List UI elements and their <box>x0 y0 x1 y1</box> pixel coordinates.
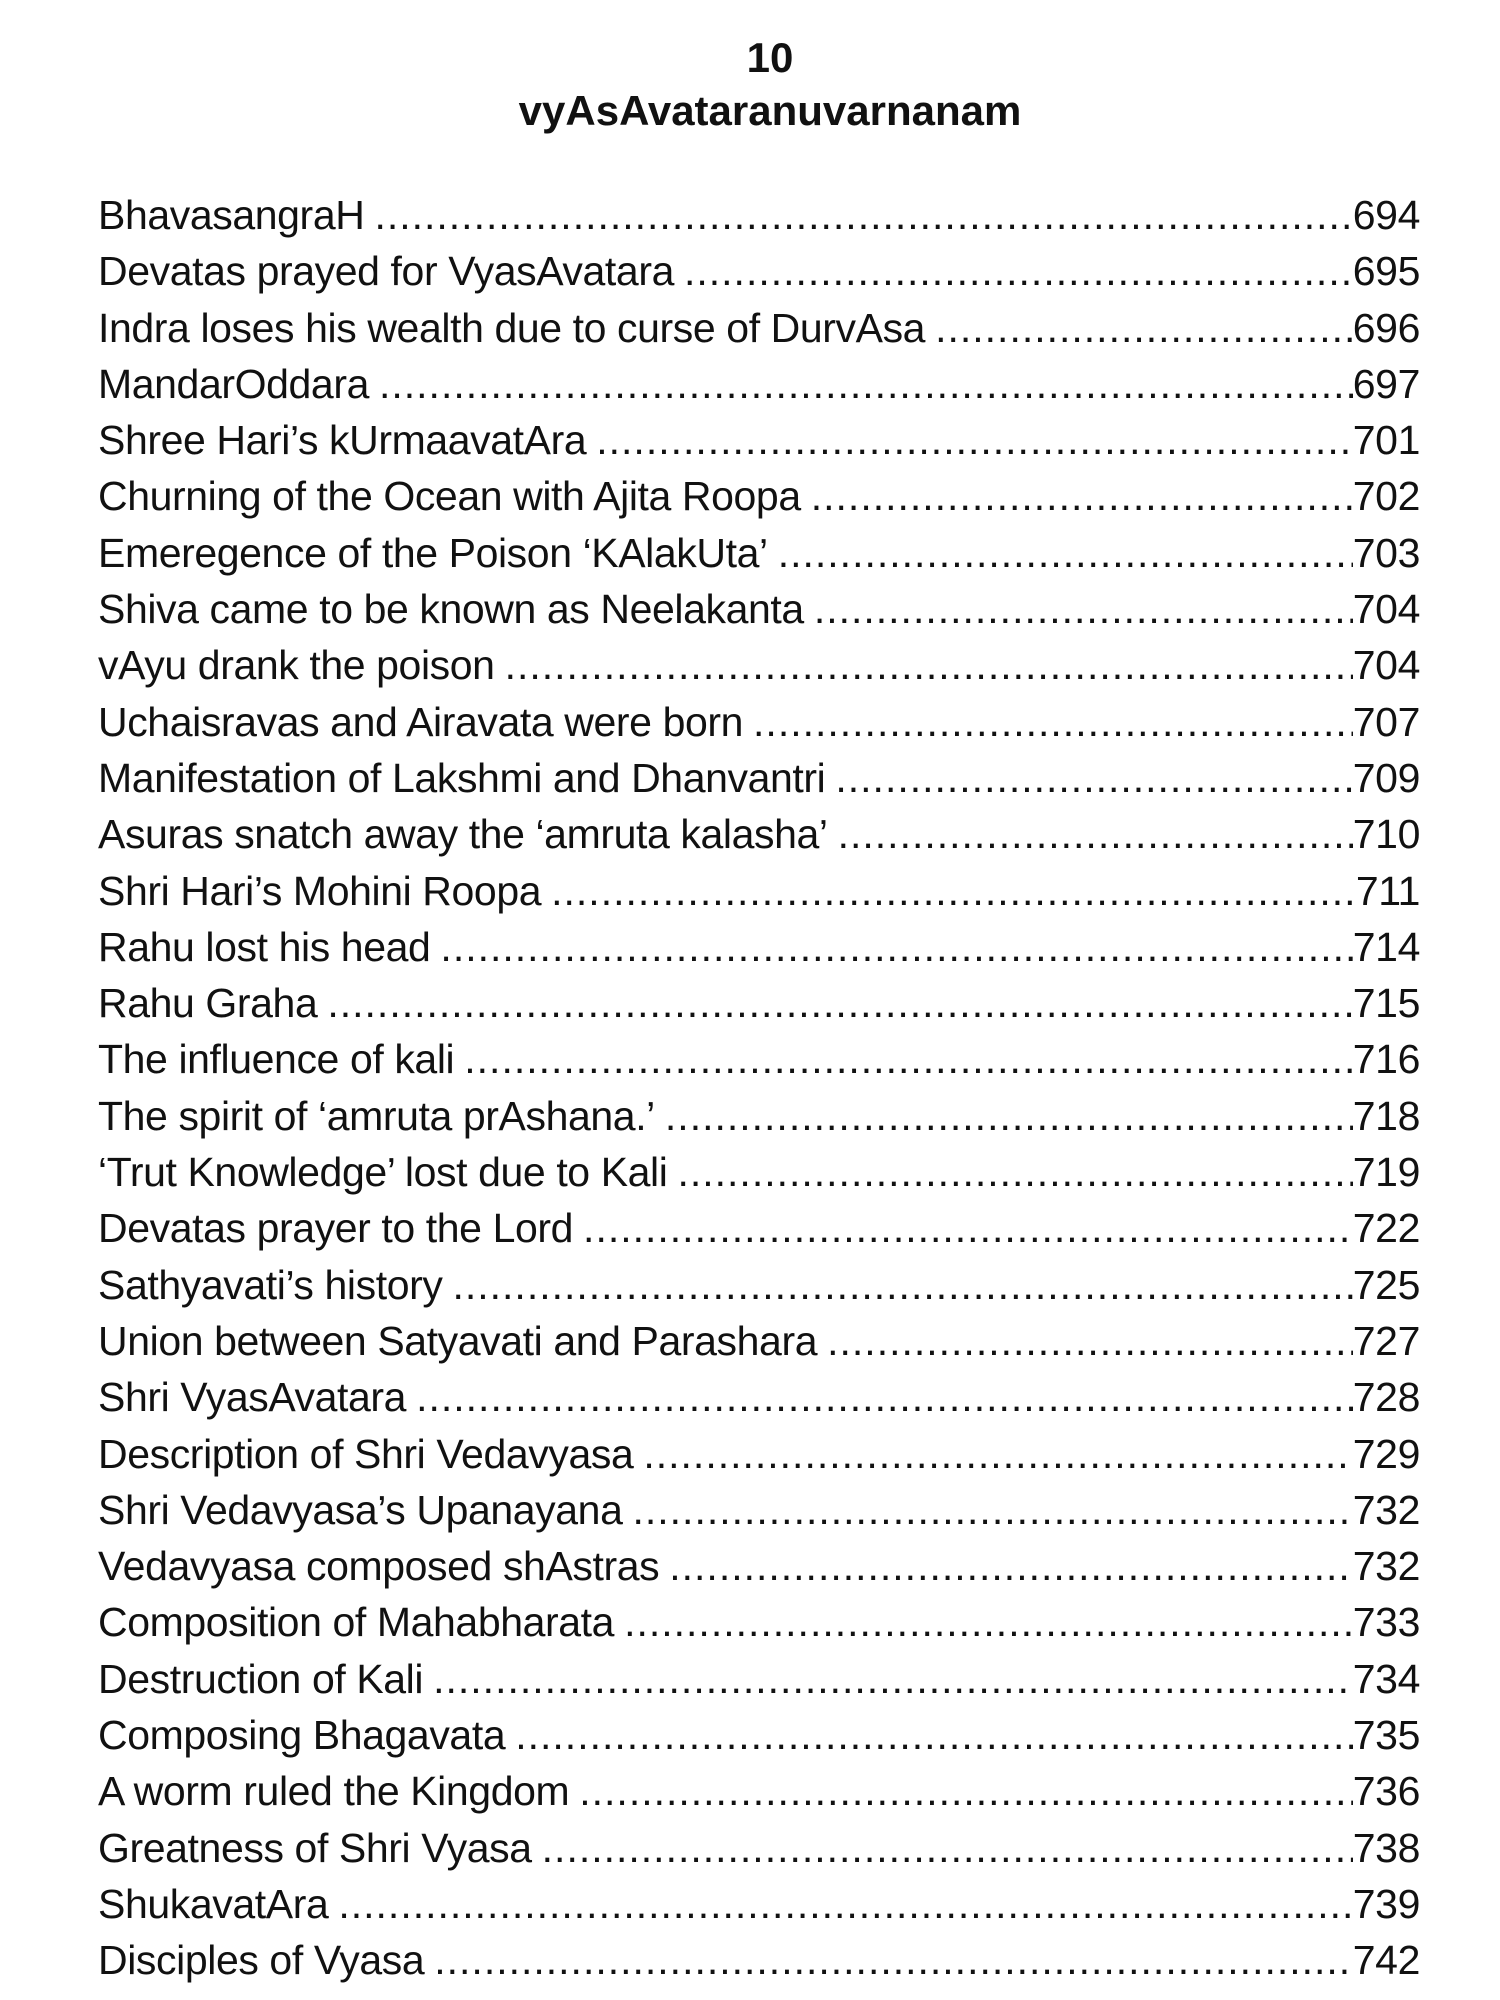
toc-entry <box>98 863 1420 919</box>
toc-entry-page: 695 <box>1352 248 1420 295</box>
toc-entry <box>98 356 1420 412</box>
toc-entry-page: 714 <box>1352 923 1420 970</box>
toc-dot-leader <box>374 187 1352 243</box>
toc-entry-title: A worm ruled the Kingdom <box>98 1768 570 1815</box>
toc-dot-leader <box>551 863 1356 919</box>
chapter-title: vyAsAvataranuvarnanam <box>518 87 1022 134</box>
toc-dot-leader <box>669 1538 1353 1594</box>
toc-entry-title: Asuras snatch away the ‘amruta kalasha’ <box>98 811 828 858</box>
toc-entry <box>98 750 1420 806</box>
toc-entry <box>98 1538 1420 1594</box>
toc-entry-title: Disciples of Vyasa <box>98 1937 425 1984</box>
toc-entry-title: The spirit of ‘amruta prAshana.’ <box>98 1092 655 1139</box>
toc-entry <box>98 1651 1420 1707</box>
toc-entry <box>98 694 1420 750</box>
toc-dot-leader <box>814 581 1353 637</box>
toc-dot-leader <box>440 919 1352 975</box>
toc-dot-leader <box>327 975 1352 1031</box>
toc-entry-page: 697 <box>1352 360 1420 407</box>
toc-entry-title: Rahu lost his head <box>98 923 431 970</box>
toc-entry <box>98 1820 1420 1876</box>
toc-entry <box>98 581 1420 637</box>
toc-entry-page: 715 <box>1352 980 1420 1027</box>
toc-dot-leader <box>827 1313 1353 1369</box>
table-of-contents <box>98 187 1420 1989</box>
toc-entry-page: 734 <box>1352 1655 1420 1702</box>
toc-entry <box>98 187 1420 243</box>
toc-entry-title: ‘Trut Knowledge’ lost due to Kali <box>98 1149 668 1196</box>
toc-entry-title: Emeregence of the Poison ‘KAlakUta’ <box>98 529 768 576</box>
toc-dot-leader <box>416 1369 1353 1425</box>
toc-entry <box>98 1257 1420 1313</box>
toc-entry-page: 707 <box>1352 698 1420 745</box>
toc-entry-page: 703 <box>1352 529 1420 576</box>
toc-dot-leader <box>452 1257 1352 1313</box>
toc-entry-page: 732 <box>1352 1543 1420 1590</box>
toc-entry-page: 702 <box>1352 473 1420 520</box>
toc-entry-title: Uchaisravas and Airavata were born <box>98 698 744 745</box>
toc-entry-title: Manifestation of Lakshmi and Dhanvantri <box>98 754 826 801</box>
toc-entry-page: 718 <box>1352 1092 1420 1139</box>
toc-entry-page: 711 <box>1355 867 1420 914</box>
toc-entry <box>98 1707 1420 1763</box>
toc-entry <box>98 1594 1420 1650</box>
toc-entry-title: Description of Shri Vedavyasa <box>98 1430 634 1477</box>
toc-entry-title: Shri Hari’s Mohini Roopa <box>98 867 542 914</box>
toc-dot-leader <box>583 1200 1353 1256</box>
toc-dot-leader <box>624 1594 1353 1650</box>
toc-entry <box>98 637 1420 693</box>
toc-dot-leader <box>338 1876 1352 1932</box>
toc-entry <box>98 300 1420 356</box>
toc-dot-leader <box>434 1932 1353 1988</box>
toc-entry-title: Devatas prayed for VyasAvatara <box>98 248 674 295</box>
toc-entry-page: 727 <box>1352 1317 1420 1364</box>
toc-entry-page: 738 <box>1352 1824 1420 1871</box>
toc-entry-title: Sathyavati’s history <box>98 1261 443 1308</box>
toc-entry-title: ShukavatAra <box>98 1880 329 1927</box>
toc-entry-title: Devatas prayer to the Lord <box>98 1205 574 1252</box>
toc-entry <box>98 1763 1420 1819</box>
chapter-number: 10 <box>746 34 794 81</box>
toc-entry-page: 694 <box>1352 192 1420 238</box>
toc-dot-leader <box>753 694 1353 750</box>
toc-entry-page: 732 <box>1352 1486 1420 1533</box>
toc-entry-title: Churning of the Ocean with Ajita Roopa <box>98 473 801 520</box>
toc-dot-leader <box>515 1707 1353 1763</box>
toc-entry-page: 704 <box>1352 642 1420 689</box>
toc-entry <box>98 1876 1420 1932</box>
toc-entry-title: Composing Bhagavata <box>98 1712 506 1759</box>
toc-entry <box>98 1088 1420 1144</box>
toc-entry-title: BhavasangraH <box>98 192 365 238</box>
toc-entry-page: 716 <box>1352 1036 1420 1083</box>
toc-dot-leader <box>838 806 1353 862</box>
toc-entry-page: 729 <box>1352 1430 1420 1477</box>
toc-entry <box>98 919 1420 975</box>
toc-entry-title: MandarOddara <box>98 360 369 407</box>
toc-entry-page: 733 <box>1352 1599 1420 1646</box>
toc-entry-page: 722 <box>1352 1205 1420 1252</box>
toc-entry-page: 704 <box>1352 586 1420 633</box>
toc-dot-leader <box>935 300 1353 356</box>
toc-entry <box>98 1932 1420 1988</box>
toc-dot-leader <box>632 1482 1352 1538</box>
toc-entry <box>98 468 1420 524</box>
toc-dot-leader <box>542 1820 1353 1876</box>
toc-dot-leader <box>379 356 1353 412</box>
toc-entry-page: 725 <box>1352 1261 1420 1308</box>
toc-dot-leader <box>643 1426 1352 1482</box>
toc-entry <box>98 1031 1420 1087</box>
toc-dot-leader <box>665 1088 1353 1144</box>
toc-entry-title: The influence of kali <box>98 1036 455 1083</box>
toc-entry-title: Shiva came to be known as Neelakanta <box>98 586 804 633</box>
toc-dot-leader <box>596 412 1353 468</box>
toc-entry <box>98 1369 1420 1425</box>
toc-entry-page: 710 <box>1352 811 1420 858</box>
toc-entry-page: 696 <box>1352 304 1420 351</box>
toc-dot-leader <box>464 1031 1353 1087</box>
toc-entry <box>98 975 1420 1031</box>
toc-entry-title: Indra loses his wealth due to curse of DurvAsa <box>98 304 926 351</box>
toc-entry-title: Union between Satyavati and Parashara <box>98 1317 818 1364</box>
toc-entry-title: Shree Hari’s kUrmaavatAra <box>98 417 587 464</box>
toc-entry-title: Shri Vedavyasa’s Upanayana <box>98 1486 623 1533</box>
toc-entry-title: Vedavyasa composed shAstras <box>98 1543 660 1590</box>
toc-entry-page: 709 <box>1352 754 1420 801</box>
toc-dot-leader <box>835 750 1352 806</box>
toc-entry-page: 735 <box>1352 1712 1420 1759</box>
toc-dot-leader <box>505 637 1353 693</box>
toc-entry-page: 728 <box>1352 1374 1420 1421</box>
toc-dot-leader <box>684 243 1353 299</box>
toc-entry-page: 739 <box>1352 1880 1420 1927</box>
toc-entry <box>98 525 1420 581</box>
toc-entry-title: Destruction of Kali <box>98 1655 424 1702</box>
toc-dot-leader <box>433 1651 1353 1707</box>
toc-entry-title: Rahu Graha <box>98 980 318 1027</box>
toc-entry-page: 742 <box>1352 1937 1420 1984</box>
toc-entry-title: Greatness of Shri Vyasa <box>98 1824 532 1871</box>
toc-entry <box>98 1426 1420 1482</box>
toc-dot-leader <box>677 1144 1352 1200</box>
toc-dot-leader <box>778 525 1353 581</box>
toc-entry <box>98 1313 1420 1369</box>
toc-entry <box>98 412 1420 468</box>
toc-entry <box>98 1482 1420 1538</box>
toc-entry-title: Composition of Mahabharata <box>98 1599 615 1646</box>
toc-entry <box>98 243 1420 299</box>
toc-entry-title: Shri VyasAvatara <box>98 1374 407 1421</box>
toc-entry-page: 736 <box>1352 1768 1420 1815</box>
toc-entry <box>98 1144 1420 1200</box>
toc-entry <box>98 806 1420 862</box>
toc-dot-leader <box>579 1763 1353 1819</box>
toc-entry-title: vAyu drank the poison <box>98 642 495 689</box>
toc-entry-page: 719 <box>1352 1149 1420 1196</box>
toc-entry <box>98 1200 1420 1256</box>
toc-entry-page: 701 <box>1352 417 1420 464</box>
toc-dot-leader <box>811 468 1353 524</box>
